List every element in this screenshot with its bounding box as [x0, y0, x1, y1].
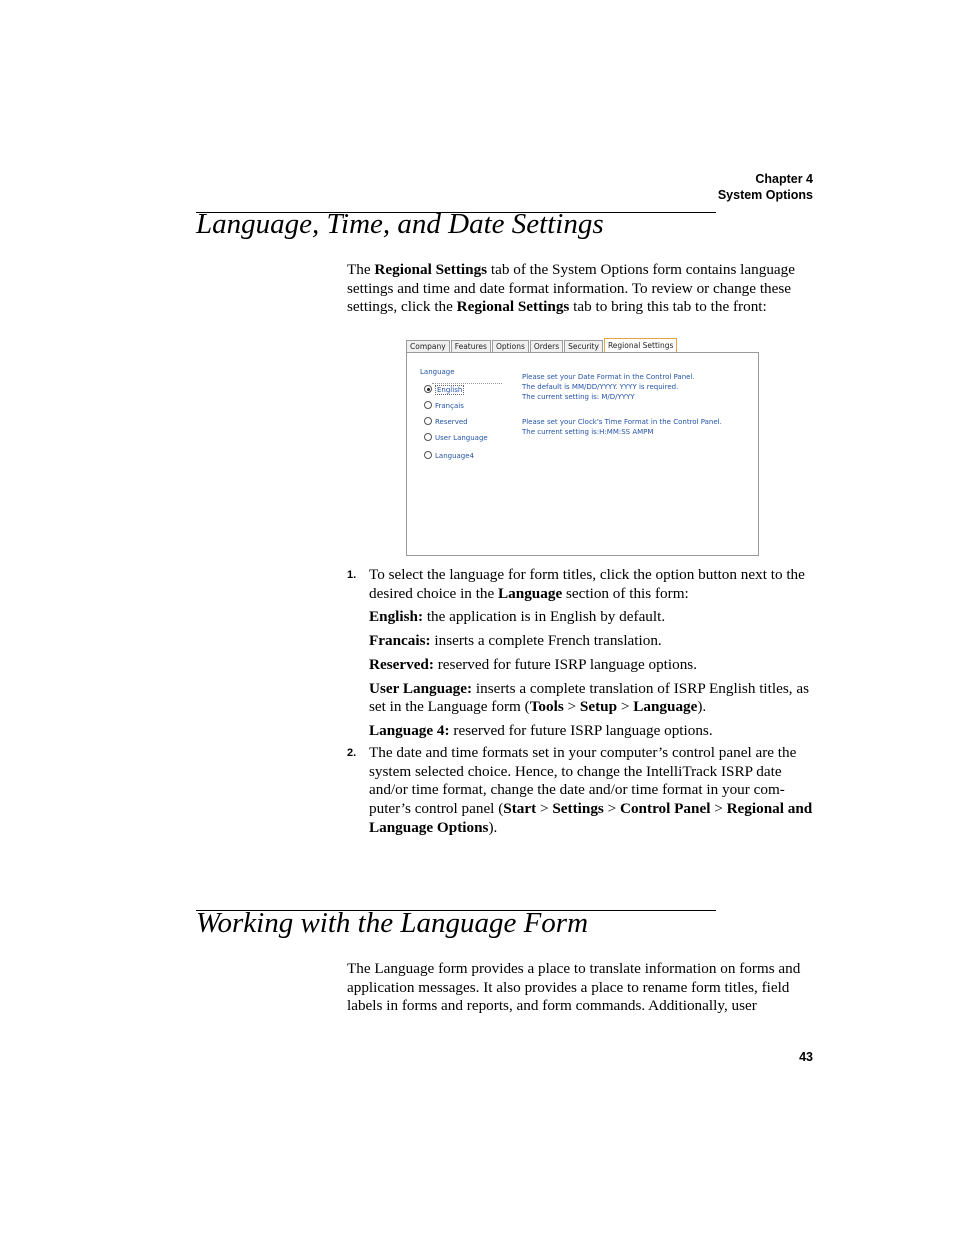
date-info-line: The default is MM/DD/YYYY. YYYY is required.	[522, 383, 679, 391]
text-run: inserts a complete translation of ISRP English titles, as set in the Language form (	[369, 679, 809, 716]
step-paragraph	[369, 656, 815, 675]
bold-term: Start	[503, 800, 537, 818]
section1-intro	[347, 261, 815, 317]
step-2	[369, 744, 815, 838]
time-format-info	[522, 417, 722, 437]
tab-company[interactable]: Company	[406, 340, 450, 353]
step-paragraph	[369, 608, 815, 627]
radio-english[interactable]	[424, 384, 464, 395]
text-run: section of this form:	[562, 584, 689, 602]
chapter-label: Chapter 4	[755, 172, 813, 186]
radio-francais[interactable]	[424, 400, 464, 411]
bold-term: Regional Settings	[374, 261, 488, 278]
page-number: 43	[799, 1050, 813, 1064]
time-info-line: The current setting is:H:MM:SS AMPM	[522, 428, 654, 436]
text-run: >	[710, 800, 727, 818]
bold-term: Control Panel	[620, 800, 711, 818]
radio-icon	[424, 433, 432, 441]
section-heading-language-time-date: Language, Time, and Date Settings	[196, 208, 604, 240]
text-run: >	[563, 698, 580, 716]
date-info-line: The current setting is: M/D/YYYY	[522, 393, 635, 401]
running-header	[718, 171, 813, 203]
regional-settings-form-image	[406, 338, 759, 555]
section2-intro	[347, 960, 815, 1016]
radio-icon	[424, 417, 432, 425]
radio-language4[interactable]	[424, 450, 474, 461]
radio-icon	[424, 451, 432, 459]
section-label: System Options	[717, 188, 813, 202]
bold-term: Settings	[552, 800, 604, 818]
intro-paragraph: The Language form provides a place to translate information on forms and application messages. It also provides a place to rename form titles, field labels in forms and reports, and form commands. Additionally, user	[347, 960, 801, 1015]
step-number: 2.	[347, 747, 357, 759]
radio-user-language[interactable]	[424, 432, 488, 443]
group-divider	[432, 383, 502, 384]
tab-regional-settings[interactable]: Regional Settings	[604, 338, 678, 353]
radio-reserved-label: Reserved	[435, 418, 468, 426]
bold-term: Tools	[529, 698, 564, 716]
text-run: >	[536, 800, 553, 818]
step-paragraph	[369, 566, 815, 603]
text-run: >	[617, 698, 634, 716]
bold-term: English:	[369, 608, 424, 626]
bold-term: Language	[498, 584, 563, 602]
language-group-label: Language	[420, 368, 455, 376]
tab-orders[interactable]: Orders	[530, 340, 563, 353]
step-paragraph	[369, 744, 815, 838]
form-panel	[406, 352, 759, 556]
tab-security[interactable]: Security	[564, 340, 603, 353]
text-run: >	[603, 800, 620, 818]
radio-francais-label: Français	[435, 402, 464, 410]
text-run: the application is in English by default.	[423, 608, 666, 626]
text-run: The date and time formats set in your computer’s control panel are the system selected choice. Hence, to change the IntelliTrack ISRP date and/or time format, change the date and/or time format in your com-puter’s control panel (	[369, 744, 797, 818]
text-run: ).	[697, 698, 707, 716]
time-info-line: Please set your Clock's Time Format in the Control Panel.	[522, 418, 722, 426]
text-run: tab of the System Options form contains language settings and time and date format information. To review or change these settings, click the	[347, 261, 795, 316]
bold-term: Language 4:	[369, 721, 450, 739]
step-number: 1.	[347, 569, 357, 581]
bold-term: Regional and Language Options	[369, 800, 813, 836]
text-run: inserts a complete French translation.	[430, 632, 662, 650]
intro-paragraph	[347, 261, 815, 317]
bold-term: Francais:	[369, 632, 431, 650]
radio-icon	[424, 401, 432, 409]
step-paragraph	[369, 680, 815, 717]
radio-reserved[interactable]	[424, 416, 468, 427]
radio-language4-label: Language4	[435, 452, 474, 460]
date-format-info	[522, 372, 695, 402]
bold-term: Language	[633, 698, 698, 716]
text-run: To select the language for form titles, click the option button next to the desired choice in the	[369, 566, 805, 602]
text-run: ).	[488, 818, 498, 836]
bold-term: Reserved:	[369, 655, 434, 673]
form-tabs	[406, 338, 678, 353]
radio-user-language-label: User Language	[435, 434, 488, 442]
radio-english-label: English	[437, 386, 463, 394]
tab-options[interactable]: Options	[492, 340, 529, 353]
text-run: reserved for future ISRP language options.	[449, 721, 713, 739]
step-1	[369, 566, 815, 741]
text-run: tab to bring this tab to the front:	[569, 298, 767, 316]
radio-selected-icon	[424, 385, 432, 393]
bold-term: User Language:	[369, 679, 473, 697]
tab-features[interactable]: Features	[451, 340, 491, 353]
step-paragraph	[369, 632, 815, 651]
text-run: reserved for future ISRP language options.	[433, 655, 697, 673]
date-info-line: Please set your Date Format in the Control Panel.	[522, 373, 695, 381]
section-heading-working-with-language-form: Working with the Language Form	[196, 907, 589, 939]
bold-term: Regional Settings	[456, 298, 570, 316]
bold-term: Setup	[579, 698, 618, 716]
step-paragraph	[369, 722, 815, 741]
text-run: The	[347, 261, 375, 278]
